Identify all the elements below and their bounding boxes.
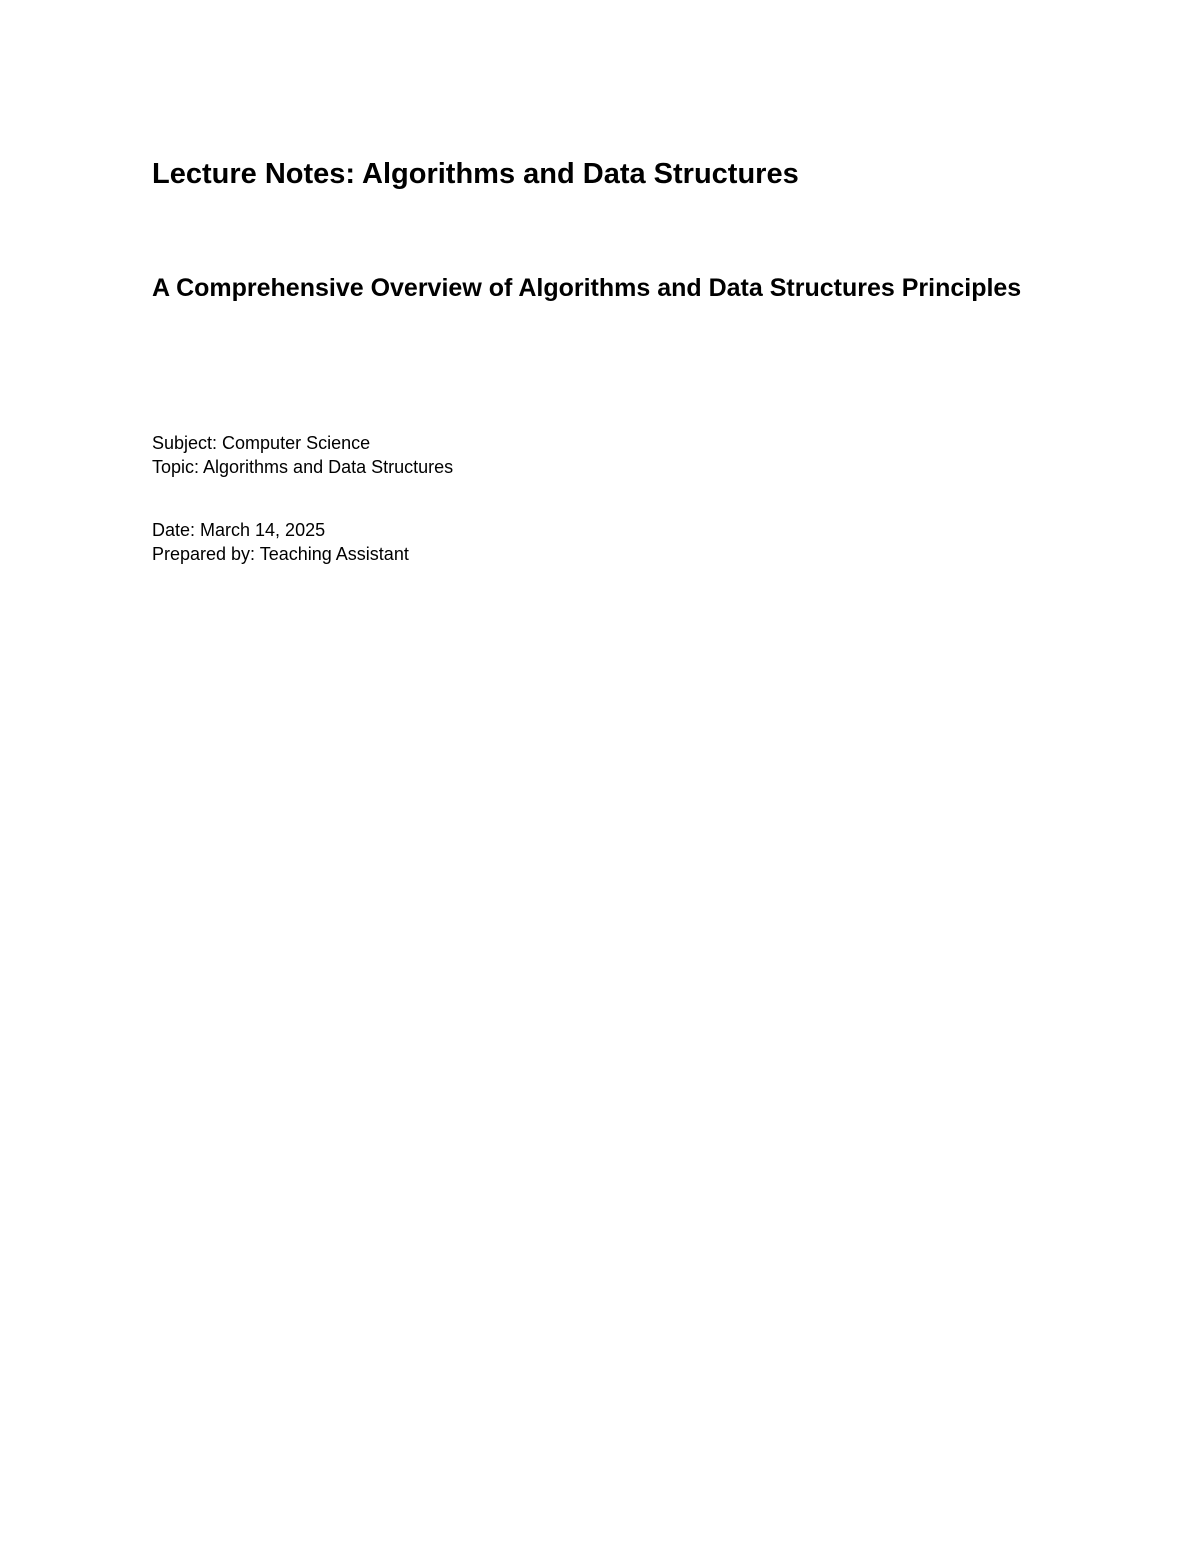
subject-line: Subject: Computer Science [152, 433, 371, 453]
document-subtitle: A Comprehensive Overview of Algorithms and Data Structures Principles [152, 274, 1022, 302]
document-title: Lecture Notes: Algorithms and Data Structures [152, 158, 799, 190]
topic-line: Topic: Algorithms and Data Structures [152, 457, 454, 477]
prepared-by-line: Prepared by: Teaching Assistant [152, 544, 409, 564]
date-line: Date: March 14, 2025 [152, 520, 326, 540]
